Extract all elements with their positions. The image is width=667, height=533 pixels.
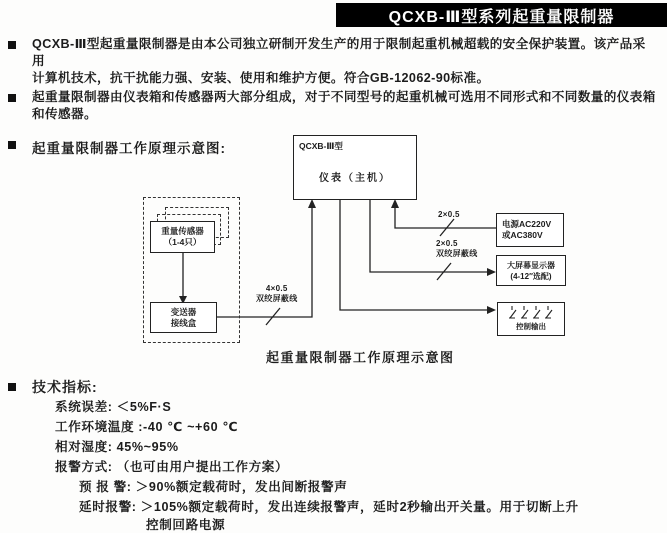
- page-title: [336, 3, 667, 27]
- control-output-label: 控制输出: [516, 322, 546, 331]
- paragraph-composition-line2: 和传感器。: [32, 107, 97, 121]
- spec-alarm-mode: 报警方式: （也可由用户提出工作方案）: [55, 460, 289, 474]
- control-output-box: [497, 302, 565, 336]
- bullet-square-specs: [8, 383, 16, 391]
- power-supply-label-line2: 或AC380V: [502, 230, 543, 240]
- diagram-caption: 起重量限制器工作原理示意图: [266, 350, 455, 365]
- paragraph-composition: [32, 89, 657, 123]
- main-unit-label: 仪表（主机）: [319, 173, 391, 184]
- sensor-cable-type: 双绞屏蔽线: [256, 293, 298, 303]
- large-display-box: [496, 255, 566, 286]
- paragraph-intro-line2: 计算机技术，抗干扰能力强、安装、使用和维护方便。符合GB-12062-90标准。: [32, 71, 490, 85]
- display-cable-label: [436, 239, 478, 258]
- sensor-cable-label: [256, 284, 298, 303]
- paragraph-intro-line1: QCXB-Ⅲ型起重量限制器是由本公司独立研制开发生产的用于限制起重机械超载的安全保护装置。该产品采用: [32, 37, 646, 68]
- bullet-square-1: [8, 41, 16, 49]
- page-title-text: QCXB-Ⅲ型系列起重量限制器: [388, 8, 615, 26]
- main-unit-model-label: QCXB-Ⅲ型: [299, 141, 343, 151]
- spec-operating-temperature: 工作环境温度 :-40 ℃ ~+60 ℃: [55, 420, 239, 434]
- power-cable-label: 2×0.5: [438, 210, 460, 219]
- display-cable-spec: 2×0.5: [436, 239, 458, 248]
- relay-contacts-icon: [505, 305, 557, 321]
- sensor-cable-spec: 4×0.5: [265, 284, 288, 293]
- spec-relative-humidity: 相对湿度: 45%~95%: [55, 440, 179, 454]
- spec-system-error: 系统误差: ＜5%F·S: [55, 400, 172, 414]
- power-supply-box: [496, 213, 564, 247]
- paragraph-composition-line1: 起重量限制器由仪表箱和传感器两大部分组成，对于不同型号的起重机械可选用不同形式和不同数量的仪表箱: [32, 90, 656, 104]
- junction-box-label-line2: 接线盒: [170, 317, 197, 328]
- diagram-heading: 起重量限制器工作原理示意图:: [32, 141, 226, 156]
- weight-sensor-label-line2: （1-4只）: [163, 237, 202, 247]
- power-supply-label-line1: 电源AC220V: [502, 219, 552, 229]
- weight-sensor-box: [150, 221, 215, 253]
- junction-box-label-line1: 变送器: [170, 306, 197, 317]
- display-cable-type: 双绞屏蔽线: [436, 248, 478, 258]
- bullet-square-2: [8, 94, 16, 102]
- weight-sensor-label-line1: 重量传感器: [161, 226, 204, 236]
- spec-delay-alarm-continuation: 控制回路电源: [146, 518, 226, 532]
- spec-delay-alarm: 延时报警: ＞105%额定载荷时，发出连续报警声，延时2秒输出开关量。用于切断上升: [79, 500, 579, 514]
- spec-pre-alarm: 预 报 警: ＞90%额定载荷时，发出间断报警声: [79, 480, 348, 494]
- bullet-square-3: [8, 141, 16, 149]
- large-display-label-line2: (4-12″选配): [510, 271, 552, 281]
- paragraph-intro: [32, 36, 657, 87]
- large-display-label-line1: 大屏幕显示器: [507, 260, 555, 270]
- specs-heading: 技术指标:: [32, 379, 98, 395]
- transmitter-junction-box: [150, 302, 217, 333]
- main-unit-box: [293, 135, 417, 200]
